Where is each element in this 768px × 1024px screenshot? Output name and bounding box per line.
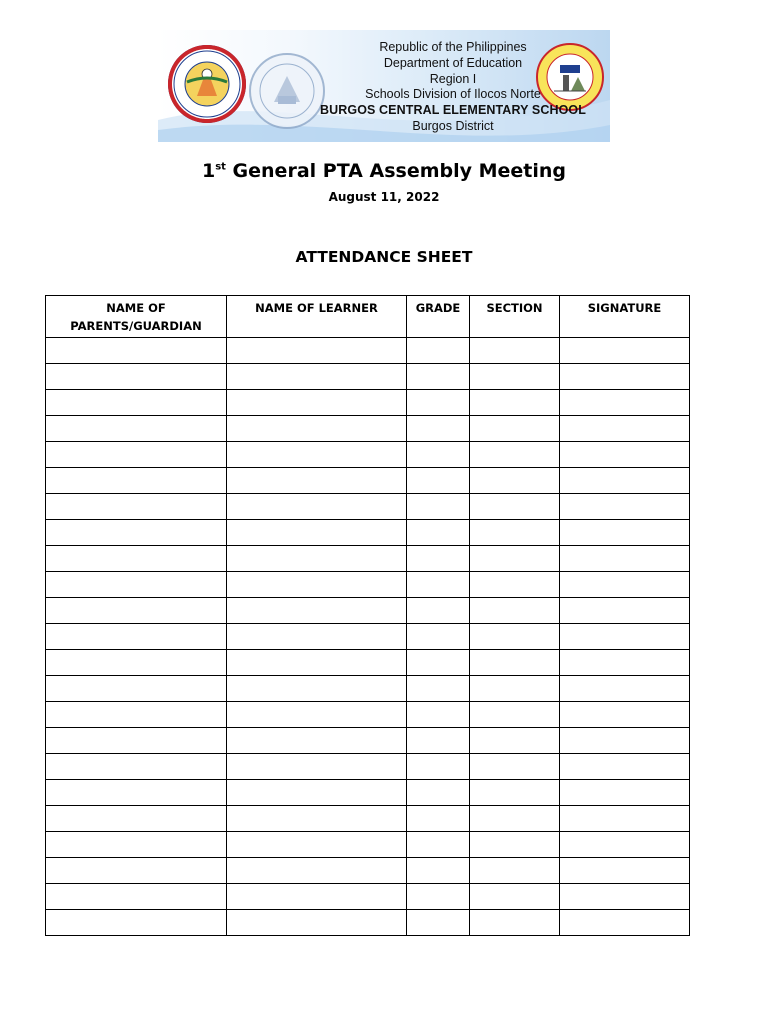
cell-signature[interactable] bbox=[560, 572, 690, 598]
table-row bbox=[46, 494, 690, 520]
table-row bbox=[46, 546, 690, 572]
cell-parent-guardian[interactable] bbox=[46, 884, 227, 910]
cell-section[interactable] bbox=[470, 650, 560, 676]
cell-learner[interactable] bbox=[227, 520, 407, 546]
cell-section[interactable] bbox=[470, 624, 560, 650]
cell-learner[interactable] bbox=[227, 832, 407, 858]
cell-learner[interactable] bbox=[227, 598, 407, 624]
cell-learner[interactable] bbox=[227, 910, 407, 936]
cell-learner[interactable] bbox=[227, 858, 407, 884]
table-row bbox=[46, 858, 690, 884]
cell-signature[interactable] bbox=[560, 754, 690, 780]
cell-section[interactable] bbox=[470, 728, 560, 754]
cell-section[interactable] bbox=[470, 598, 560, 624]
letterhead-line: Region I bbox=[429, 71, 477, 86]
cell-section[interactable] bbox=[470, 884, 560, 910]
cell-parent-guardian[interactable] bbox=[46, 780, 227, 806]
cell-signature[interactable] bbox=[560, 390, 690, 416]
table-row bbox=[46, 416, 690, 442]
table-row bbox=[46, 806, 690, 832]
cell-signature[interactable] bbox=[560, 884, 690, 910]
table-header-row bbox=[46, 296, 690, 338]
cell-parent-guardian[interactable] bbox=[46, 754, 227, 780]
cell-parent-guardian[interactable] bbox=[46, 390, 227, 416]
cell-grade[interactable] bbox=[407, 442, 470, 468]
cell-grade[interactable] bbox=[407, 494, 470, 520]
cell-grade[interactable] bbox=[407, 728, 470, 754]
column-header-section: SECTION bbox=[470, 296, 560, 338]
cell-section[interactable] bbox=[470, 390, 560, 416]
cell-signature[interactable] bbox=[560, 442, 690, 468]
cell-signature[interactable] bbox=[560, 702, 690, 728]
cell-learner[interactable] bbox=[227, 338, 407, 364]
cell-learner[interactable] bbox=[227, 702, 407, 728]
cell-parent-guardian[interactable] bbox=[46, 650, 227, 676]
table-row bbox=[46, 728, 690, 754]
cell-signature[interactable] bbox=[560, 520, 690, 546]
table-row bbox=[46, 676, 690, 702]
table-row bbox=[46, 390, 690, 416]
table-row bbox=[46, 702, 690, 728]
table-row bbox=[46, 442, 690, 468]
cell-learner[interactable] bbox=[227, 390, 407, 416]
cell-learner[interactable] bbox=[227, 676, 407, 702]
cell-section[interactable] bbox=[470, 572, 560, 598]
cell-parent-guardian[interactable] bbox=[46, 598, 227, 624]
table-row bbox=[46, 650, 690, 676]
cell-signature[interactable] bbox=[560, 728, 690, 754]
letterhead-line: Department of Education bbox=[383, 55, 523, 70]
letterhead-line: Republic of the Philippines bbox=[379, 40, 527, 54]
cell-learner[interactable] bbox=[227, 624, 407, 650]
table-row bbox=[46, 754, 690, 780]
meeting-date: August 11, 2022 bbox=[328, 190, 440, 204]
cell-learner[interactable] bbox=[227, 364, 407, 390]
cell-signature[interactable] bbox=[560, 338, 690, 364]
cell-learner[interactable] bbox=[227, 650, 407, 676]
cell-section[interactable] bbox=[470, 858, 560, 884]
cell-parent-guardian[interactable] bbox=[46, 338, 227, 364]
letterhead-text bbox=[298, 40, 608, 135]
cell-parent-guardian[interactable] bbox=[46, 832, 227, 858]
cell-section[interactable] bbox=[470, 754, 560, 780]
cell-signature[interactable] bbox=[560, 780, 690, 806]
title-text: General PTA Assembly Meeting bbox=[225, 160, 567, 182]
cell-parent-guardian[interactable] bbox=[46, 546, 227, 572]
page-title bbox=[0, 160, 768, 182]
cell-grade[interactable] bbox=[407, 624, 470, 650]
district-name: Burgos District bbox=[412, 118, 494, 133]
cell-learner[interactable] bbox=[227, 728, 407, 754]
cell-parent-guardian[interactable] bbox=[46, 624, 227, 650]
cell-grade[interactable] bbox=[407, 390, 470, 416]
cell-parent-guardian[interactable] bbox=[46, 910, 227, 936]
cell-section[interactable] bbox=[470, 780, 560, 806]
cell-parent-guardian[interactable] bbox=[46, 806, 227, 832]
cell-section[interactable] bbox=[470, 494, 560, 520]
cell-signature[interactable] bbox=[560, 546, 690, 572]
cell-signature[interactable] bbox=[560, 416, 690, 442]
cell-grade[interactable] bbox=[407, 806, 470, 832]
cell-signature[interactable] bbox=[560, 910, 690, 936]
table-row bbox=[46, 520, 690, 546]
cell-grade[interactable] bbox=[407, 650, 470, 676]
cell-grade[interactable] bbox=[407, 780, 470, 806]
cell-section[interactable] bbox=[470, 702, 560, 728]
table-row bbox=[46, 780, 690, 806]
cell-section[interactable] bbox=[470, 520, 560, 546]
cell-signature[interactable] bbox=[560, 832, 690, 858]
cell-signature[interactable] bbox=[560, 806, 690, 832]
letterhead-banner bbox=[158, 30, 610, 142]
cell-learner[interactable] bbox=[227, 546, 407, 572]
cell-parent-guardian[interactable] bbox=[46, 702, 227, 728]
cell-section[interactable] bbox=[470, 832, 560, 858]
table-row bbox=[46, 572, 690, 598]
cell-section[interactable] bbox=[470, 442, 560, 468]
cell-signature[interactable] bbox=[560, 624, 690, 650]
column-header-parent-guardian: NAME OF PARENTS/GUARDIAN bbox=[46, 296, 227, 338]
cell-parent-guardian[interactable] bbox=[46, 468, 227, 494]
cell-signature[interactable] bbox=[560, 598, 690, 624]
cell-grade[interactable] bbox=[407, 572, 470, 598]
cell-grade[interactable] bbox=[407, 832, 470, 858]
cell-section[interactable] bbox=[470, 338, 560, 364]
cell-parent-guardian[interactable] bbox=[46, 416, 227, 442]
table-row bbox=[46, 468, 690, 494]
cell-grade[interactable] bbox=[407, 364, 470, 390]
cell-parent-guardian[interactable] bbox=[46, 494, 227, 520]
cell-grade[interactable] bbox=[407, 754, 470, 780]
attendance-table-body bbox=[46, 338, 690, 936]
cell-parent-guardian[interactable] bbox=[46, 442, 227, 468]
cell-parent-guardian[interactable] bbox=[46, 364, 227, 390]
letterhead-line: Schools Division of Ilocos Norte bbox=[365, 87, 541, 102]
cell-grade[interactable] bbox=[407, 910, 470, 936]
cell-section[interactable] bbox=[470, 676, 560, 702]
cell-section[interactable] bbox=[470, 468, 560, 494]
cell-signature[interactable] bbox=[560, 858, 690, 884]
cell-section[interactable] bbox=[470, 806, 560, 832]
cell-grade[interactable] bbox=[407, 884, 470, 910]
cell-signature[interactable] bbox=[560, 676, 690, 702]
cell-learner[interactable] bbox=[227, 572, 407, 598]
cell-learner[interactable] bbox=[227, 780, 407, 806]
table-row bbox=[46, 598, 690, 624]
cell-learner[interactable] bbox=[227, 884, 407, 910]
school-name: BURGOS CENTRAL ELEMENTARY SCHOOL bbox=[320, 103, 586, 118]
cell-parent-guardian[interactable] bbox=[46, 676, 227, 702]
cell-grade[interactable] bbox=[407, 416, 470, 442]
cell-grade[interactable] bbox=[407, 676, 470, 702]
cell-parent-guardian[interactable] bbox=[46, 728, 227, 754]
table-row bbox=[46, 624, 690, 650]
cell-signature[interactable] bbox=[560, 650, 690, 676]
cell-grade[interactable] bbox=[407, 520, 470, 546]
cell-grade[interactable] bbox=[407, 338, 470, 364]
cell-grade[interactable] bbox=[407, 546, 470, 572]
cell-learner[interactable] bbox=[227, 806, 407, 832]
cell-signature[interactable] bbox=[560, 468, 690, 494]
table-row bbox=[46, 338, 690, 364]
table-row bbox=[46, 364, 690, 390]
column-header-signature: SIGNATURE bbox=[560, 296, 690, 338]
cell-signature[interactable] bbox=[560, 364, 690, 390]
title-ordinal-suffix: st bbox=[215, 161, 226, 173]
table-row bbox=[46, 832, 690, 858]
cell-grade[interactable] bbox=[407, 468, 470, 494]
cell-signature[interactable] bbox=[560, 494, 690, 520]
cell-learner[interactable] bbox=[227, 754, 407, 780]
sheet-title: ATTENDANCE SHEET bbox=[295, 248, 473, 266]
cell-learner[interactable] bbox=[227, 416, 407, 442]
cell-learner[interactable] bbox=[227, 442, 407, 468]
table-row bbox=[46, 910, 690, 936]
column-header-grade: GRADE bbox=[407, 296, 470, 338]
cell-parent-guardian[interactable] bbox=[46, 520, 227, 546]
table-row bbox=[46, 884, 690, 910]
cell-section[interactable] bbox=[470, 546, 560, 572]
column-header-learner: NAME OF LEARNER bbox=[227, 296, 407, 338]
attendance-table bbox=[45, 295, 690, 936]
cell-section[interactable] bbox=[470, 416, 560, 442]
cell-section[interactable] bbox=[470, 910, 560, 936]
cell-parent-guardian[interactable] bbox=[46, 572, 227, 598]
cell-grade[interactable] bbox=[407, 598, 470, 624]
cell-learner[interactable] bbox=[227, 468, 407, 494]
cell-learner[interactable] bbox=[227, 494, 407, 520]
cell-grade[interactable] bbox=[407, 858, 470, 884]
cell-grade[interactable] bbox=[407, 702, 470, 728]
cell-parent-guardian[interactable] bbox=[46, 858, 227, 884]
department-of-education-seal-icon bbox=[167, 44, 247, 124]
title-ordinal-number: 1 bbox=[201, 160, 216, 182]
cell-section[interactable] bbox=[470, 364, 560, 390]
